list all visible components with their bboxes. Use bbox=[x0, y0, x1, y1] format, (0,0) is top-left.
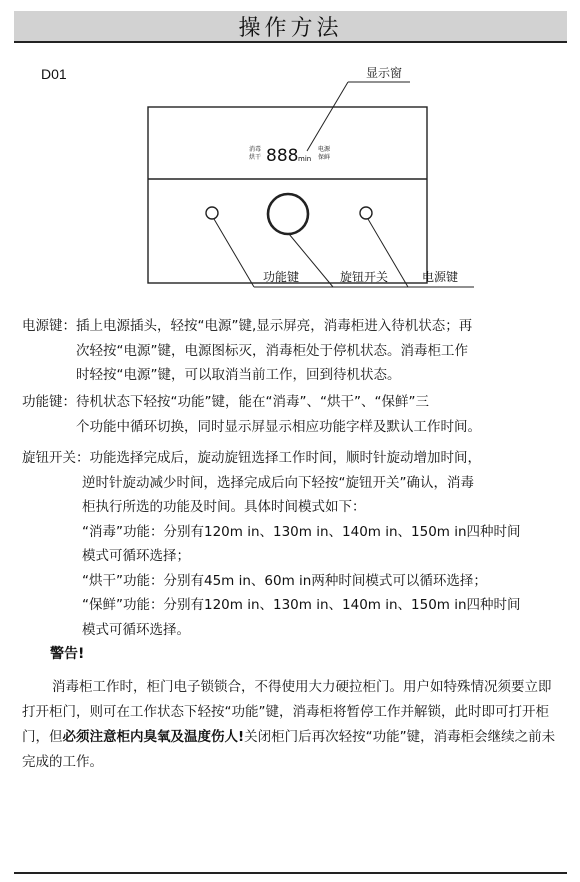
section-knob bbox=[22, 446, 567, 642]
warning-paragraph bbox=[22, 675, 562, 775]
page-header bbox=[14, 11, 567, 43]
function-key-term: 功能键： bbox=[22, 394, 76, 410]
function-line-2: 个功能中循环切换，同时显示屏显示相应功能字样及默认工作时间。 bbox=[76, 418, 481, 435]
power-line-1: 插上电源插头，轻按“电源”键,显示屏亮，消毒柜进入待机状态；再 bbox=[76, 318, 473, 334]
warning-text-bold: 必须注意柜内臭氧及温度伤人! bbox=[62, 729, 245, 745]
warning-text-1: 消毒柜工作时，柜门电子锁锁合，不得使用大力硬拉柜门。用户如特殊情况须要立即打开柜门，则可在工作状态下轻按“功能”键，消毒柜将暂停工作并解锁，此时即可打开柜门，但 bbox=[22, 679, 552, 745]
knob-outer[interactable] bbox=[268, 194, 308, 234]
knob-line-5: 模式可循环选择； bbox=[82, 548, 190, 564]
knob-line-7: “保鲜”功能：分别有120m in、130m in、140m in、150m in四种时间 bbox=[82, 597, 521, 613]
label-knob: 旋钮开关 bbox=[340, 270, 389, 284]
display-left-top: 消毒 bbox=[249, 146, 262, 153]
section-power bbox=[22, 314, 567, 388]
power-key-term: 电源键： bbox=[22, 318, 76, 334]
label-function-key: 功能键 bbox=[263, 270, 300, 284]
label-power-key: 电源键 bbox=[422, 270, 459, 284]
callout-display-label: 显示窗 bbox=[366, 66, 403, 80]
footer-rule bbox=[14, 872, 567, 874]
warning-text-2: 关闭柜门后再次轻按“功能”键，消毒柜会继续之前未完成的工作。 bbox=[22, 729, 556, 770]
power-line-2: 次轻按“电源”键，电源图标灭，消毒柜处于停机状态。消毒柜工作 bbox=[76, 342, 468, 359]
display-unit: min bbox=[298, 155, 312, 163]
display-right-top: 电源 bbox=[318, 146, 331, 153]
knob-line-6: “烘干”功能：分别有45m in、60m in两种时间模式可以循环选择； bbox=[82, 572, 487, 589]
function-key-leader bbox=[214, 219, 254, 287]
control-panel-diagram bbox=[0, 55, 580, 295]
display-right-bottom: 保鲜 bbox=[318, 154, 331, 161]
model-number: D01 bbox=[41, 66, 67, 82]
knob-line-2: 逆时针旋动减少时间，选择完成后向下轻按“旋钮开关”确认，消毒 bbox=[82, 474, 474, 491]
knob-line-8: 模式可循环选择。 bbox=[82, 621, 190, 638]
section-function bbox=[22, 390, 567, 439]
warning-title: 警告! bbox=[50, 646, 85, 662]
knob-line-3: 柜执行所选的功能及时间。具体时间模式如下： bbox=[82, 499, 366, 515]
display-digits: 888 bbox=[266, 146, 299, 166]
knob-line-4: “消毒”功能：分别有120m in、130m in、140m in、150m in四种时间 bbox=[82, 523, 521, 540]
page-title: 操作方法 bbox=[238, 15, 343, 41]
power-line-3: 时轻按“电源”键，可以取消当前工作，回到待机状态。 bbox=[76, 367, 401, 383]
knob-line-1: 功能选择完成后，旋动旋钮选择工作时间，顺时针旋动增加时间， bbox=[89, 450, 481, 466]
callout-display-leader bbox=[307, 82, 348, 151]
power-key-button[interactable] bbox=[360, 207, 372, 219]
function-line-1: 待机状态下轻按“功能”键，能在“消毒”、“烘干”、“保鲜”三 bbox=[76, 394, 429, 410]
display-left-bottom: 烘干 bbox=[249, 154, 262, 161]
knob-term: 旋钮开关： bbox=[22, 450, 90, 466]
function-key-button[interactable] bbox=[206, 207, 218, 219]
